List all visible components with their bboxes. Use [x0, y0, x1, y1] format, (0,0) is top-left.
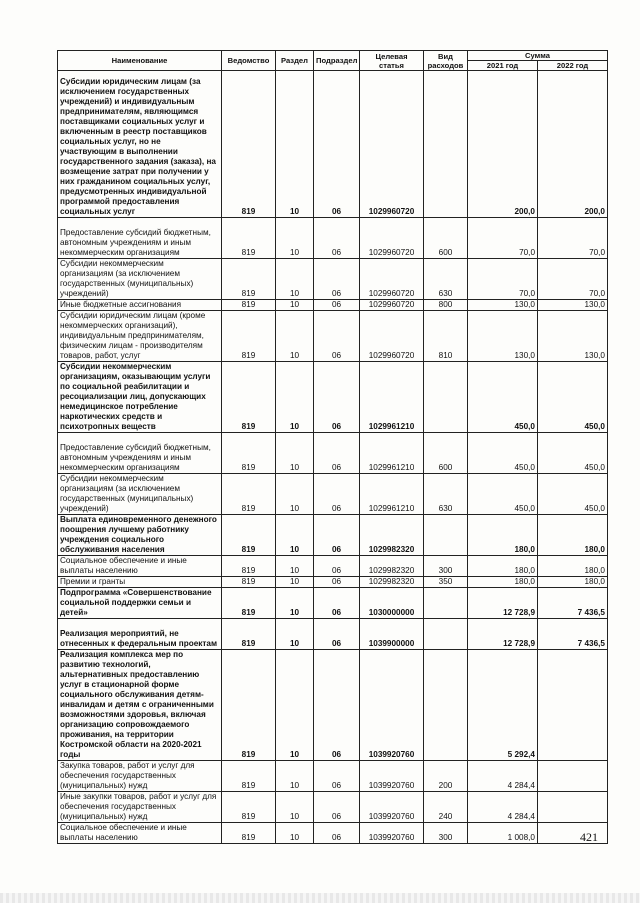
row-subsection-cell: 06	[314, 71, 360, 218]
row-name-cell: Субсидии юридическим лицам (кроме некоммерческих организаций), индивидуальным предпринимателям, физическим лицам - производителям товаров, работ, услуг	[58, 311, 222, 362]
row-sum-2021-cell: 5 292,4	[468, 650, 538, 761]
row-name-cell: Подпрограмма «Совершенствование социальной поддержки семьи и детей»	[58, 588, 222, 619]
row-name-cell: Реализация мероприятий, не отнесенных к федеральным проектам	[58, 619, 222, 650]
row-subsection-cell: 06	[314, 650, 360, 761]
row-subsection-cell: 06	[314, 474, 360, 515]
row-name-cell: Реализация комплекса мер по развитию технологий, альтернативных предоставлению услуг в стационарной форме социального обслуживания детям-инвалидам и детям с ограниченными возможностями здоровья, включая организацию сопровождаемого проживания, на территории Костромской области на 2020-2021 годы	[58, 650, 222, 761]
row-subsection-cell: 06	[314, 823, 360, 844]
row-expense-type-cell: 630	[424, 259, 468, 300]
budget-table	[57, 50, 608, 844]
page-number: 421	[580, 830, 598, 844]
table-row	[58, 823, 608, 844]
row-sum-2022-cell: 180,0	[538, 577, 608, 588]
row-expense-type-cell	[424, 515, 468, 556]
row-section-cell: 10	[276, 300, 314, 311]
row-sum-2022-cell: 70,0	[538, 259, 608, 300]
row-subsection-cell: 06	[314, 619, 360, 650]
row-name-cell: Выплата единовременного денежного поощрения лучшему работнику учреждения социального обслуживания населения	[58, 515, 222, 556]
row-expense-type-cell: 240	[424, 792, 468, 823]
row-sum-2021-cell: 12 728,9	[468, 619, 538, 650]
table-row	[58, 362, 608, 433]
row-sum-2022-cell: 200,0	[538, 71, 608, 218]
row-subsection-cell: 06	[314, 218, 360, 259]
row-subsection-cell: 06	[314, 259, 360, 300]
row-name-cell: Иные бюджетные ассигнования	[58, 300, 222, 311]
row-expense-type-cell	[424, 71, 468, 218]
header-year-2021: 2021 год	[468, 61, 538, 71]
row-name-cell: Субсидии некоммерческим организациям (за исключением государственных (муниципальных) учреждений)	[58, 259, 222, 300]
header-section: Раздел	[276, 51, 314, 71]
row-article-cell: 1029960720	[360, 218, 424, 259]
row-subsection-cell: 06	[314, 556, 360, 577]
row-article-cell: 1039920760	[360, 761, 424, 792]
row-article-cell: 1029961210	[360, 362, 424, 433]
row-dept-cell: 819	[222, 577, 276, 588]
row-sum-2022-cell: 130,0	[538, 311, 608, 362]
row-sum-2022-cell	[538, 650, 608, 761]
row-expense-type-cell: 810	[424, 311, 468, 362]
row-dept-cell: 819	[222, 474, 276, 515]
row-subsection-cell: 06	[314, 761, 360, 792]
table-body	[58, 71, 608, 844]
row-dept-cell: 819	[222, 792, 276, 823]
row-name-cell: Субсидии юридическим лицам (за исключением государственных учреждений) и индивидуальным предпринимателям, являющимся поставщиками социальных услуг и включенным в реестр поставщиков социальных услуг, но не участвующим в выполнении государственного задания (заказа), на возмещение затрат при получении у них гражданином социальных услуг, предусмотренных индивидуальной программой предоставления социальных услуг	[58, 71, 222, 218]
header-dept: Ведомство	[222, 51, 276, 71]
row-subsection-cell: 06	[314, 362, 360, 433]
table-row	[58, 650, 608, 761]
row-section-cell: 10	[276, 588, 314, 619]
row-sum-2021-cell: 450,0	[468, 474, 538, 515]
table-row	[58, 433, 608, 474]
row-article-cell: 1029960720	[360, 259, 424, 300]
row-dept-cell: 819	[222, 619, 276, 650]
row-article-cell: 1039900000	[360, 619, 424, 650]
row-subsection-cell: 06	[314, 311, 360, 362]
row-expense-type-cell	[424, 362, 468, 433]
row-name-cell: Субсидии некоммерческим организациям, оказывающим услуги по социальной реабилитации и ресоциализации лиц, допускающих немедицинское потребление наркотических средств и психотропных веществ	[58, 362, 222, 433]
table-row	[58, 300, 608, 311]
header-subsection: Подраздел	[314, 51, 360, 71]
row-sum-2022-cell	[538, 761, 608, 792]
row-subsection-cell: 06	[314, 588, 360, 619]
row-dept-cell: 819	[222, 761, 276, 792]
row-expense-type-cell: 350	[424, 577, 468, 588]
row-expense-type-cell: 600	[424, 218, 468, 259]
row-name-cell: Социальное обеспечение и иные выплаты населению	[58, 823, 222, 844]
row-section-cell: 10	[276, 577, 314, 588]
table-row	[58, 588, 608, 619]
row-name-cell: Закупка товаров, работ и услуг для обеспечения государственных (муниципальных) нужд	[58, 761, 222, 792]
page-bottom-edge	[0, 893, 640, 903]
row-sum-2021-cell: 200,0	[468, 71, 538, 218]
table-row	[58, 474, 608, 515]
table-row	[58, 311, 608, 362]
row-dept-cell: 819	[222, 588, 276, 619]
row-article-cell: 1039920760	[360, 792, 424, 823]
row-expense-type-cell	[424, 619, 468, 650]
row-section-cell: 10	[276, 218, 314, 259]
row-sum-2021-cell: 180,0	[468, 556, 538, 577]
row-section-cell: 10	[276, 362, 314, 433]
header-sum: Сумма	[468, 51, 608, 61]
header-year-2022: 2022 год	[538, 61, 608, 71]
table-row	[58, 792, 608, 823]
row-sum-2021-cell: 1 008,0	[468, 823, 538, 844]
row-subsection-cell: 06	[314, 300, 360, 311]
row-section-cell: 10	[276, 761, 314, 792]
row-dept-cell: 819	[222, 300, 276, 311]
row-sum-2022-cell: 450,0	[538, 433, 608, 474]
row-sum-2022-cell: 180,0	[538, 556, 608, 577]
table-row	[58, 218, 608, 259]
row-sum-2021-cell: 130,0	[468, 311, 538, 362]
row-expense-type-cell: 200	[424, 761, 468, 792]
row-name-cell: Иные закупки товаров, работ и услуг для обеспечения государственных (муниципальных) нужд	[58, 792, 222, 823]
row-section-cell: 10	[276, 259, 314, 300]
row-dept-cell: 819	[222, 362, 276, 433]
row-article-cell: 1030000000	[360, 588, 424, 619]
row-sum-2022-cell: 130,0	[538, 300, 608, 311]
row-section-cell: 10	[276, 474, 314, 515]
row-sum-2021-cell: 180,0	[468, 515, 538, 556]
row-sum-2022-cell: 7 436,5	[538, 588, 608, 619]
row-sum-2022-cell	[538, 792, 608, 823]
table-row	[58, 761, 608, 792]
row-dept-cell: 819	[222, 515, 276, 556]
row-sum-2022-cell: 7 436,5	[538, 619, 608, 650]
row-name-cell: Социальное обеспечение и иные выплаты населению	[58, 556, 222, 577]
row-sum-2021-cell: 12 728,9	[468, 588, 538, 619]
table-row	[58, 515, 608, 556]
row-section-cell: 10	[276, 792, 314, 823]
row-article-cell: 1029982320	[360, 556, 424, 577]
table-row	[58, 619, 608, 650]
row-sum-2021-cell: 4 284,4	[468, 761, 538, 792]
row-section-cell: 10	[276, 556, 314, 577]
row-sum-2021-cell: 130,0	[468, 300, 538, 311]
row-section-cell: 10	[276, 71, 314, 218]
row-sum-2021-cell: 450,0	[468, 362, 538, 433]
row-sum-2022-cell: 180,0	[538, 515, 608, 556]
row-sum-2021-cell: 4 284,4	[468, 792, 538, 823]
row-article-cell: 1039920760	[360, 650, 424, 761]
row-subsection-cell: 06	[314, 515, 360, 556]
row-article-cell: 1029982320	[360, 515, 424, 556]
header-name: Наименование	[58, 51, 222, 71]
row-dept-cell: 819	[222, 433, 276, 474]
row-article-cell: 1029960720	[360, 300, 424, 311]
row-sum-2021-cell: 70,0	[468, 259, 538, 300]
row-dept-cell: 819	[222, 71, 276, 218]
row-sum-2022-cell: 450,0	[538, 362, 608, 433]
row-subsection-cell: 06	[314, 792, 360, 823]
table-row	[58, 259, 608, 300]
row-dept-cell: 819	[222, 650, 276, 761]
row-article-cell: 1029982320	[360, 577, 424, 588]
row-subsection-cell: 06	[314, 433, 360, 474]
row-section-cell: 10	[276, 515, 314, 556]
row-section-cell: 10	[276, 619, 314, 650]
row-section-cell: 10	[276, 650, 314, 761]
row-expense-type-cell: 300	[424, 823, 468, 844]
row-sum-2021-cell: 70,0	[468, 218, 538, 259]
row-sum-2022-cell: 70,0	[538, 218, 608, 259]
row-expense-type-cell: 300	[424, 556, 468, 577]
row-sum-2022-cell: 450,0	[538, 474, 608, 515]
row-expense-type-cell: 800	[424, 300, 468, 311]
row-dept-cell: 819	[222, 218, 276, 259]
row-sum-2021-cell: 180,0	[468, 577, 538, 588]
row-article-cell: 1029960720	[360, 71, 424, 218]
header-target-article: Целевая статья	[360, 51, 424, 71]
row-dept-cell: 819	[222, 556, 276, 577]
row-dept-cell: 819	[222, 823, 276, 844]
row-dept-cell: 819	[222, 259, 276, 300]
row-article-cell: 1029961210	[360, 474, 424, 515]
table-row	[58, 577, 608, 588]
row-name-cell: Предоставление субсидий бюджетным, автономным учреждениям и иным некоммерческим организациям	[58, 433, 222, 474]
row-expense-type-cell	[424, 588, 468, 619]
row-expense-type-cell: 600	[424, 433, 468, 474]
row-sum-2021-cell: 450,0	[468, 433, 538, 474]
row-article-cell: 1039920760	[360, 823, 424, 844]
row-expense-type-cell	[424, 650, 468, 761]
row-name-cell: Премии и гранты	[58, 577, 222, 588]
row-dept-cell: 819	[222, 311, 276, 362]
row-section-cell: 10	[276, 311, 314, 362]
header-expense-type: Вид расходов	[424, 51, 468, 71]
table-row	[58, 71, 608, 218]
row-section-cell: 10	[276, 433, 314, 474]
row-subsection-cell: 06	[314, 577, 360, 588]
row-name-cell: Субсидии некоммерческим организациям (за исключением государственных (муниципальных) учреждений)	[58, 474, 222, 515]
row-section-cell: 10	[276, 823, 314, 844]
row-article-cell: 1029961210	[360, 433, 424, 474]
row-name-cell: Предоставление субсидий бюджетным, автономным учреждениям и иным некоммерческим организациям	[58, 218, 222, 259]
row-expense-type-cell: 630	[424, 474, 468, 515]
row-article-cell: 1029960720	[360, 311, 424, 362]
table-row	[58, 556, 608, 577]
